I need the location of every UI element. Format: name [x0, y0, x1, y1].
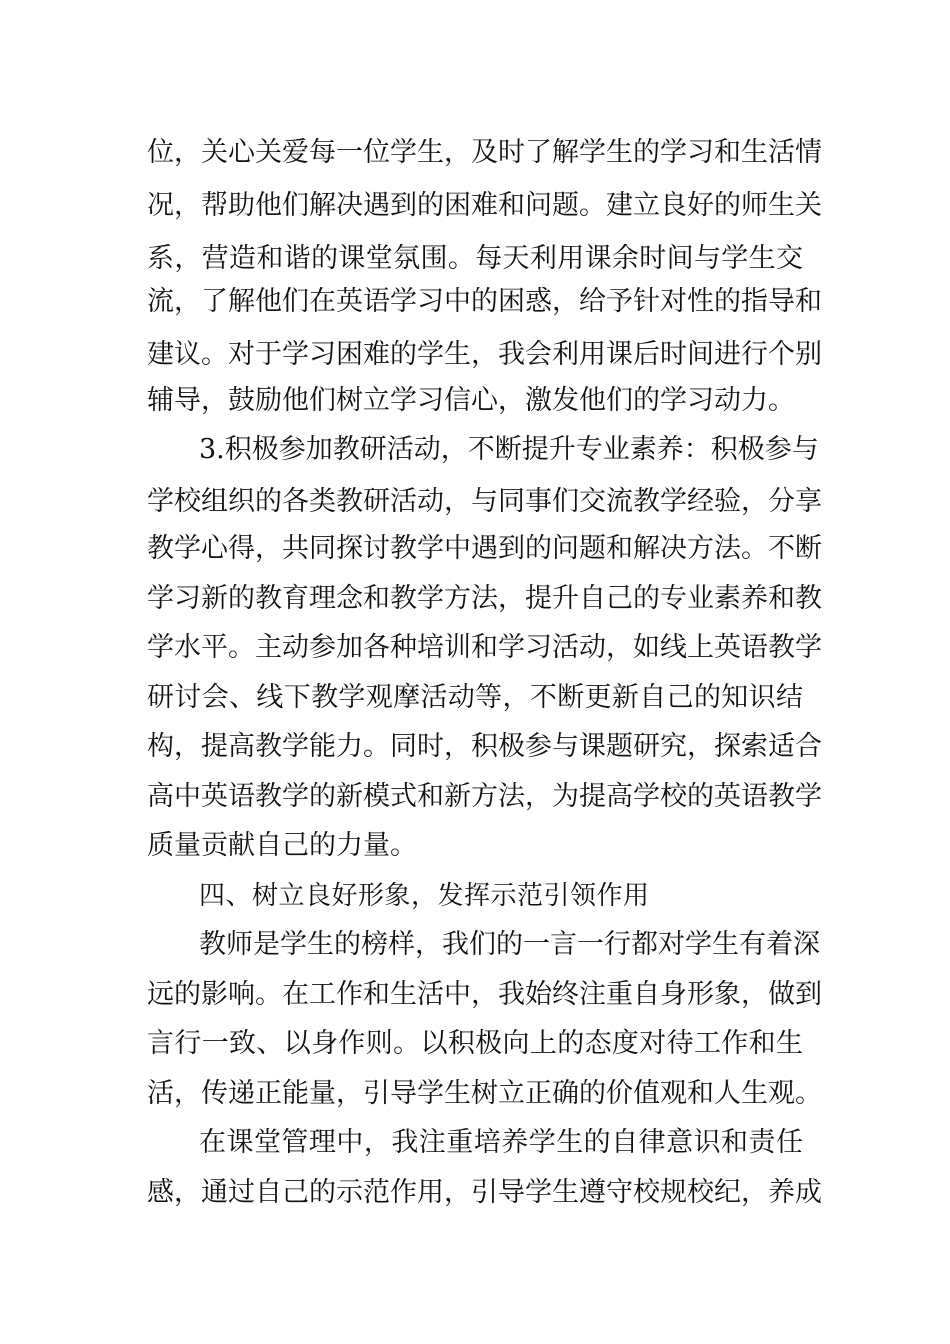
paragraph-line: 流，了解他们在英语学习中的困惑，给予针对性的指导和	[147, 286, 822, 317]
paragraph-line: 况，帮助他们解决遇到的困难和问题。建立良好的师生关	[147, 190, 822, 221]
paragraph-line: 学习新的教育理念和教学方法，提升自己的专业素养和教	[147, 583, 822, 614]
paragraph-line: 质量贡献自己的力量。	[147, 830, 417, 861]
paragraph-line: 位，关心关爱每一位学生，及时了解学生的学习和生活情	[147, 137, 822, 168]
paragraph-line: 远的影响。在工作和生活中，我始终注重自身形象，做到	[147, 979, 822, 1010]
paragraph-first-line: 3.积极参加教研活动，不断提升专业素养：积极参与	[199, 434, 819, 465]
paragraph-line: 系，营造和谐的课堂氛围。每天利用课余时间与学生交	[147, 243, 803, 274]
paragraph-line: 教学心得，共同探讨教学中遇到的问题和解决方法。不断	[147, 533, 822, 564]
paragraph-first-line: 在课堂管理中，我注重培养学生的自律意识和责任	[199, 1127, 803, 1158]
section-heading: 四、树立良好形象，发挥示范引领作用	[199, 881, 650, 911]
paragraph-first-line: 教师是学生的榜样，我们的一言一行都对学生有着深	[199, 929, 820, 960]
paragraph-line: 建议。对于学习困难的学生，我会利用课后时间进行个别	[147, 339, 822, 370]
paragraph-line: 感，通过自己的示范作用，引导学生遵守校规校纪，养成	[147, 1177, 822, 1208]
paragraph-line: 构，提高教学能力。同时，积极参与课题研究，探索适合	[147, 731, 822, 762]
paragraph-line: 研讨会、线下教学观摩活动等，不断更新自己的知识结	[147, 682, 803, 713]
paragraph-line: 学水平。主动参加各种培训和学习活动，如线上英语教学	[147, 632, 822, 663]
paragraph-line: 言行一致、以身作则。以积极向上的态度对待工作和生	[147, 1028, 803, 1059]
paragraph-line: 活，传递正能量，引导学生树立正确的价值观和人生观。	[147, 1078, 822, 1109]
paragraph-line: 学校组织的各类教研活动，与同事们交流教学经验，分享	[147, 486, 822, 517]
paragraph-line: 高中英语教学的新模式和新方法，为提高学校的英语教学	[147, 781, 822, 812]
paragraph-line: 辅导，鼓励他们树立学习信心，激发他们的学习动力。	[147, 385, 795, 416]
